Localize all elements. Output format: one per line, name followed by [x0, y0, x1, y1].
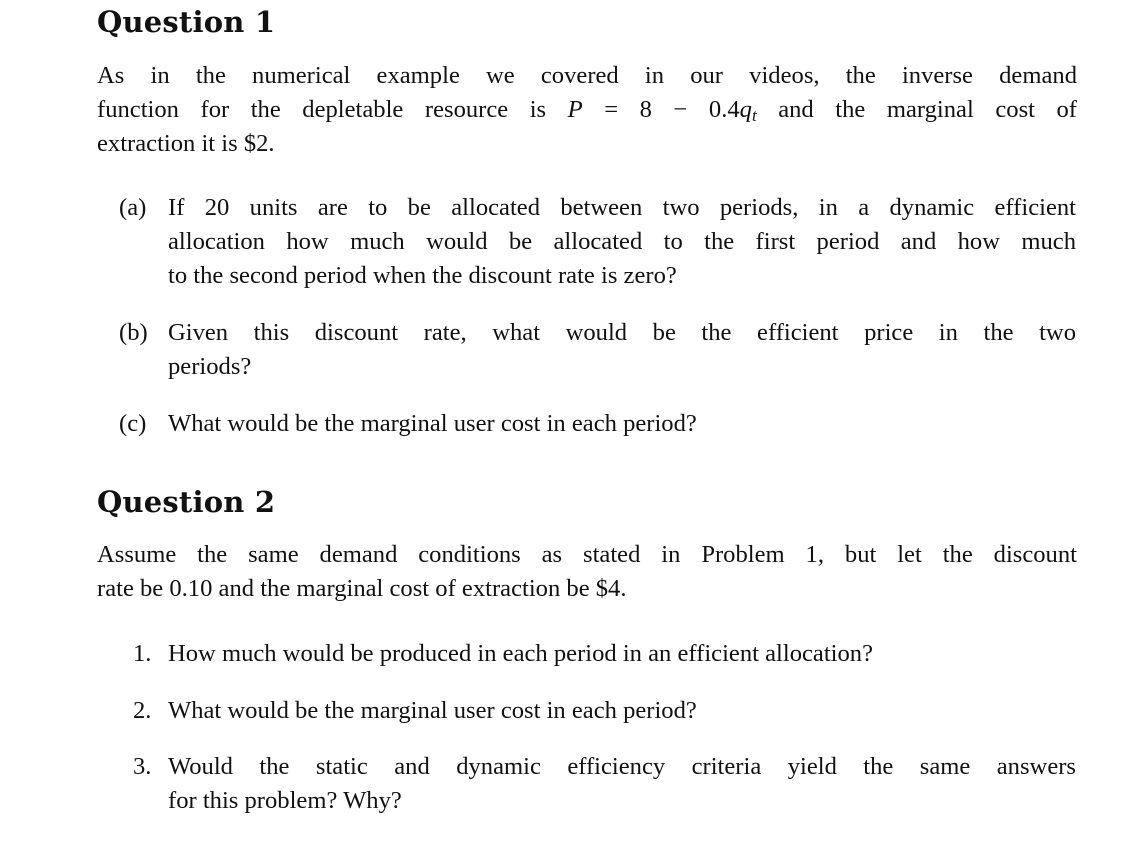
- part-b-text: [168, 316, 1076, 384]
- part-a-line-1: If 20 units are to be allocated between two periods, in a dynamic efficient: [168, 194, 1076, 221]
- question-1-intro-line-2: [97, 93, 1077, 127]
- formula-quantity-symbol: q: [739, 96, 752, 123]
- question-1-intro-line-1: As in the numerical example we covered in our videos, the inverse demand: [97, 62, 1077, 89]
- part-c-text: [168, 407, 1076, 441]
- formula-expression: = 8 − 0.4: [582, 96, 740, 123]
- intro-text-before-formula: function for the depletable resource is: [97, 96, 568, 123]
- item-1-text: [168, 637, 1076, 671]
- item-3-text: [168, 750, 1076, 818]
- intro-text-after-formula: and the marginal cost of: [756, 96, 1077, 123]
- item-3-marker: 3.: [133, 753, 152, 780]
- item-1-marker: 1.: [133, 640, 152, 667]
- question-2-intro-line-2: rate be 0.10 and the marginal cost of extraction be $4.: [97, 575, 627, 602]
- part-b-line-1: Given this discount rate, what would be the efficient price in the two: [168, 319, 1076, 346]
- formula-time-subscript: t: [751, 106, 757, 125]
- formula-price-symbol: P: [567, 96, 583, 123]
- question-2-intro-line-1: Assume the same demand conditions as stated in Problem 1, but let the discount: [97, 541, 1077, 568]
- part-a-marker: (a): [119, 194, 147, 221]
- demand-formula: [568, 96, 757, 123]
- item-1-line-1: How much would be produced in each period in an efficient allocation?: [168, 640, 874, 667]
- part-c-marker: (c): [119, 410, 147, 437]
- question-2-title: Question 2: [97, 485, 276, 519]
- question-2-intro: [97, 538, 1077, 606]
- part-b-line-2: periods?: [168, 353, 252, 380]
- item-3-line-2: for this problem? Why?: [168, 787, 402, 814]
- item-2-text: [168, 694, 1076, 728]
- item-3-line-1: Would the static and dynamic efficiency criteria yield the same answers: [168, 753, 1076, 780]
- question-1-intro: [97, 59, 1077, 161]
- part-a-line-2: allocation how much would be allocated to the first period and how much: [168, 228, 1076, 255]
- part-a-text: [168, 191, 1076, 293]
- part-c-line-1: What would be the marginal user cost in each period?: [168, 410, 697, 437]
- item-2-marker: 2.: [133, 697, 152, 724]
- part-a-line-3: to the second period when the discount rate is zero?: [168, 262, 677, 289]
- question-1-title: Question 1: [97, 5, 276, 39]
- part-b-marker: (b): [119, 319, 148, 346]
- question-1-intro-line-3: extraction it is $2.: [97, 130, 275, 157]
- item-2-line-1: What would be the marginal user cost in each period?: [168, 697, 697, 724]
